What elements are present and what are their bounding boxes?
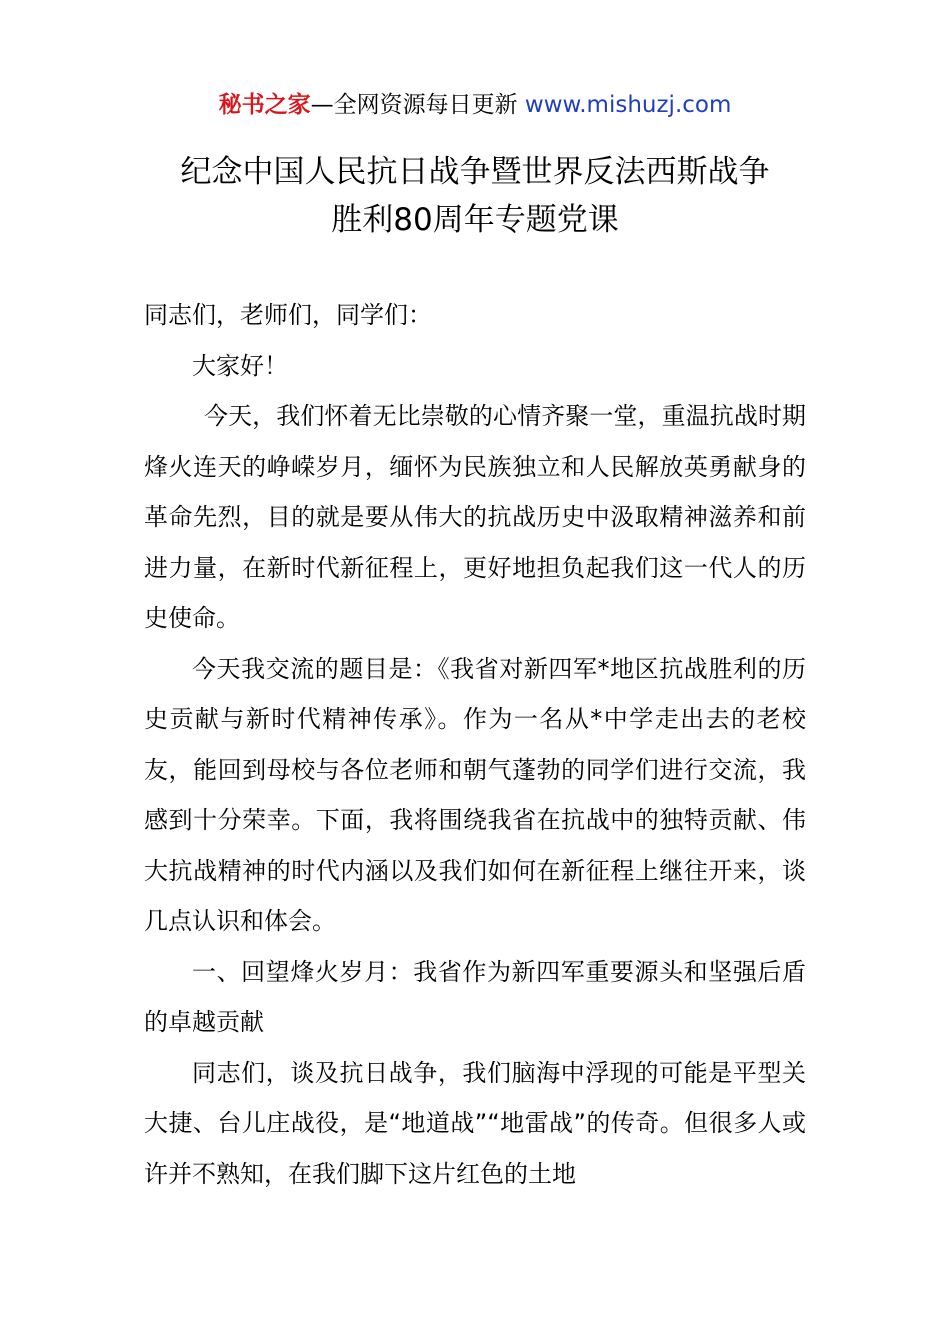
title-line-1: 纪念中国人民抗日战争暨世界反法西斯战争	[180, 154, 770, 190]
greeting: 大家好！	[192, 351, 288, 380]
section-heading: 一、回望烽火岁月：我省作为新四军重要源头和坚强后盾的卓越贡献	[144, 957, 806, 1036]
title-line-2: 胜利80周年专题党课	[331, 202, 619, 238]
paragraph: 同志们，谈及抗日战争，我们脑海中浮现的可能是平型关大捷、台儿庄战役，是“地道战”“地雷战”的传奇。但很多人或许并不熟知，在我们脚下这片红色的土地	[144, 1058, 806, 1188]
site-url[interactable]: www.mishuzj.com	[524, 92, 732, 118]
brand-name: 秘书之家	[218, 92, 311, 118]
salutation: 同志们，老师们，同学们：	[144, 301, 432, 329]
watermark-header	[0, 88, 950, 122]
paragraph: 今天，我们怀着无比崇敬的心情齐聚一堂，重温抗战时期烽火连天的峥嵘岁月，缅怀为民族独立和人民解放英勇献身的革命先烈，目的就是要从伟大的抗战历史中汲取精神滋养和前进力量，在新时代新征程上，更好地担负起我们这一代人的历史使命。	[144, 402, 806, 632]
paragraph: 今天我交流的题目是：《我省对新四军*地区抗战胜利的历史贡献与新时代精神传承》。作为一名从*中学走出去的老校友，能回到母校与各位老师和朝气蓬勃的同学们进行交流，我感到十分荣幸。下面，我将围绕我省在抗战中的独特贡献、伟大抗战精神的时代内涵以及我们如何在新征程上继往开来，谈几点认识和体会。	[144, 654, 806, 935]
document-body	[144, 290, 806, 1199]
header-tagline: —全网资源每日更新	[310, 92, 525, 118]
document-title	[0, 148, 950, 244]
